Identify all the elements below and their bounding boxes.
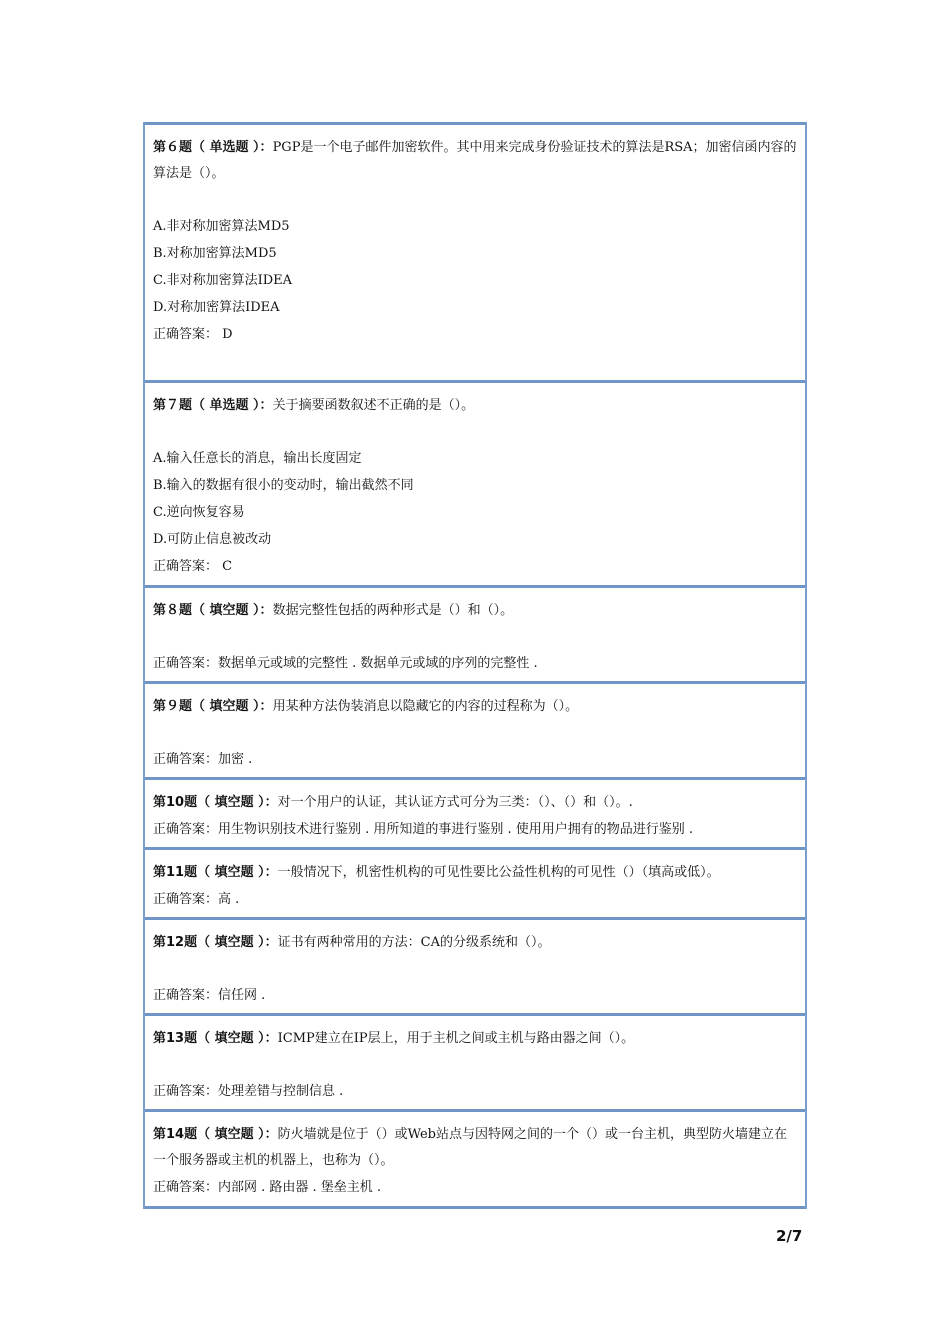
page-number: 2/7 bbox=[776, 1227, 803, 1245]
question-block bbox=[145, 780, 805, 850]
question-block bbox=[145, 1112, 805, 1209]
question-stem: 一般情况下，机密性机构的可见性要比公益性机构的可见性（）（填高或低）。 bbox=[277, 865, 720, 880]
question-stem: 对一个用户的认证，其认证方式可分为三类：（）、（）和（）。. bbox=[277, 795, 633, 810]
correct-answer: 正确答案：信任网 . bbox=[153, 988, 266, 1003]
correct-answer: 正确答案：数据单元或域的完整性 . 数据单元或域的序列的完整性 . bbox=[153, 656, 538, 671]
question-block bbox=[145, 588, 805, 684]
question-sheet bbox=[143, 122, 807, 1209]
correct-answer: 正确答案： C bbox=[153, 559, 233, 574]
question-block bbox=[145, 1016, 805, 1112]
question-title bbox=[153, 1026, 797, 1052]
question-stem: 用某种方法伪装消息以隐藏它的内容的过程称为（）。 bbox=[272, 699, 579, 714]
option: C.非对称加密算法IDEA bbox=[153, 273, 293, 288]
question-title bbox=[153, 135, 797, 187]
question-label: 第８题（ 填空题 ）： bbox=[153, 603, 273, 618]
correct-answer: 正确答案：处理差错与控制信息 . bbox=[153, 1084, 344, 1099]
question-title bbox=[153, 790, 797, 816]
question-title bbox=[153, 694, 797, 720]
question-label: 第７题（ 单选题 ）： bbox=[153, 398, 273, 413]
question-stem: 证书有两种常用的方法：CA的分级系统和（）。 bbox=[277, 935, 551, 950]
question-label: 第13题（ 填空题 ）： bbox=[153, 1031, 278, 1046]
correct-answer: 正确答案：高 . bbox=[153, 892, 240, 907]
option: B.输入的数据有很小的变动时，输出截然不同 bbox=[153, 478, 414, 493]
question-title bbox=[153, 930, 797, 956]
question-block bbox=[145, 920, 805, 1016]
question-title bbox=[153, 860, 797, 886]
correct-answer: 正确答案：内部网 . 路由器 . 堡垒主机 . bbox=[153, 1180, 382, 1195]
question-block bbox=[145, 850, 805, 920]
option: A.非对称加密算法MD5 bbox=[153, 219, 290, 234]
question-stem: ICMP建立在IP层上，用于主机之间或主机与路由器之间（）。 bbox=[277, 1031, 635, 1046]
question-label: 第10题（ 填空题 ）： bbox=[153, 795, 278, 810]
option: C.逆向恢复容易 bbox=[153, 505, 245, 520]
question-label: 第11题（ 填空题 ）： bbox=[153, 865, 278, 880]
question-stem: 防火墙就是位于（）或Web站点与因特网之间的一个（）或一台主机，典型防火墙建立在一个服务器或主机的机器上，也称为（）。 bbox=[153, 1127, 787, 1168]
correct-answer: 正确答案：用生物识别技术进行鉴别 . 用所知道的事进行鉴别 . 使用用户拥有的物品进行鉴别 . bbox=[153, 822, 694, 837]
question-label: 第14题（ 填空题 ）： bbox=[153, 1127, 278, 1142]
question-title bbox=[153, 598, 797, 624]
question-block bbox=[145, 383, 805, 588]
correct-answer: 正确答案： D bbox=[153, 327, 233, 342]
option-list bbox=[153, 213, 797, 321]
question-title bbox=[153, 1122, 797, 1174]
question-stem: 关于摘要函数叙述不正确的是（）。 bbox=[272, 398, 475, 413]
option: D.可防止信息被改动 bbox=[153, 532, 272, 547]
option: D.对称加密算法IDEA bbox=[153, 300, 280, 315]
question-block bbox=[145, 125, 805, 383]
question-block bbox=[145, 684, 805, 780]
question-stem: 数据完整性包括的两种形式是（）和（）。 bbox=[272, 603, 514, 618]
option-list bbox=[153, 445, 797, 553]
correct-answer: 正确答案：加密 . bbox=[153, 752, 253, 767]
option: B.对称加密算法MD5 bbox=[153, 246, 277, 261]
option: A.输入任意长的消息，输出长度固定 bbox=[153, 451, 362, 466]
question-label: 第12题（ 填空题 ）： bbox=[153, 935, 278, 950]
question-label: 第６题（ 单选题 ）： bbox=[153, 140, 273, 155]
question-title bbox=[153, 393, 797, 419]
question-stem: PGP是一个电子邮件加密软件。其中用来完成身份验证技术的算法是RSA；加密信函内容的算法是（）。 bbox=[153, 140, 797, 181]
question-label: 第９题（ 填空题 ）： bbox=[153, 699, 273, 714]
